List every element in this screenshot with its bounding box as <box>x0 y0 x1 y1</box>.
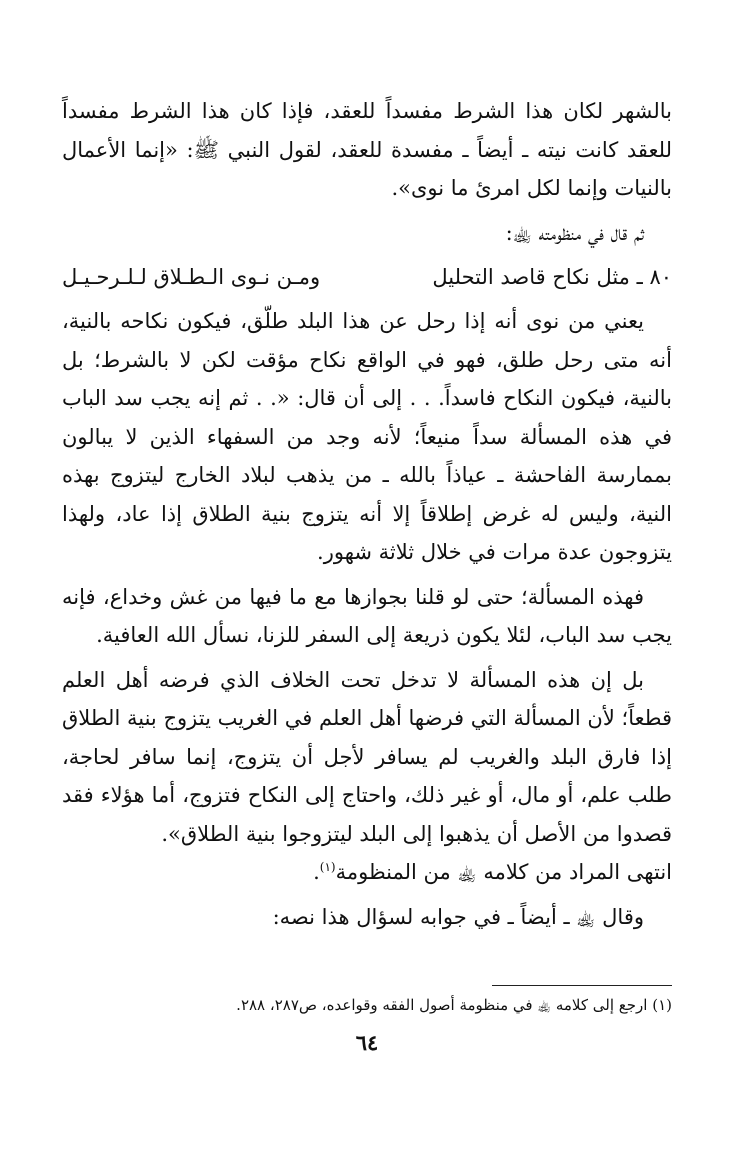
footnote-marker: (١) <box>319 860 336 874</box>
paragraph-end-quote <box>62 853 672 892</box>
verse-second-hemistich: ومـن نـوى الـطـلاق لـلـرحـيـل <box>62 265 321 289</box>
book-page <box>62 92 672 1152</box>
footnote-separator <box>492 985 672 986</box>
end-quote-period: . <box>313 860 320 884</box>
page-number: ٦٤ <box>355 1030 379 1055</box>
paragraph-next-answer: وقال ﵀ ـ أيضاً ـ في جوابه لسؤال هذا نصه: <box>272 904 644 929</box>
paragraph-continuation: بالشهر لكان هذا الشرط مفسداً للعقد، فإذا كان هذا الشرط مفسداً للعقد كانت نيته ـ أيضاً ـ مفسدة للعقد، لقول النبي ﷺ: «إنما الأعمال بالنيات وإنما لكل امرئ ما نوى». <box>62 99 672 200</box>
paragraph-closing-door: فهذه المسألة؛ حتى لو قلنا بجوازها مع ما فيها من غش وخداع، فإنه يجب سد الباب، لئلا يكون ذريعة إلى السفر للزنا، نسأل الله العافية. <box>62 584 672 647</box>
verse-first-hemistich: ٨٠ ـ مثل نكاح قاصد التحليل <box>432 265 672 289</box>
footnote: (١) ارجع إلى كلامه ﵀ في منظومة أصول الفقه وقواعده، ص٢٨٧، ٢٨٨. <box>236 996 672 1014</box>
paragraph-dispute: بل إن هذه المسألة لا تدخل تحت الخلاف الذي فرضه أهل العلم قطعاً؛ لأن المسألة التي فرضها أهل العلم في الغريب يتزوج بنية الطلاق إذا فارق البلد والغريب لم يسافر لأجل أن يتزوج، إنما سافر لحاجة، طلب علم، أو مال، أو غير ذلك، واحتاج إلى النكاح فتزوج، أما هؤلاء فقد قصدوا من الأصل أن يذهبوا إلى البلد ليتزوجوا بنية الطلاق». <box>62 667 672 846</box>
end-quote-text: انتهى المراد من كلامه ﵀ من المنظومة <box>335 860 672 884</box>
paragraph-poem-intro: ثم قال في منظومته ﵀: <box>505 220 644 245</box>
paragraph-explanation: يعني من نوى أنه إذا رحل عن هذا البلد طلّق، فيكون نكاحه بالنية، أنه متى رحل طلق، فهو في الواقع نكاح مؤقت لكن لا بالشرط؛ بل بالنية، فيكون النكاح فاسداً. . . إلى أن قال: «. . ثم إنه يجب سد الباب في هذه المسألة سداً منيعاً؛ لأنه وجد من السفهاء الذين لا يبالون بممارسة الفاحشة ـ عياذاً بالله ـ من يذهب لبلاد الخارج ليتزوج بهذه النية، وليس له غرض إطلاقاً إلا أنه يتزوج بنية الطلاق إذا عاد، ولهذا يتزوجون عدة مرات في خلال ثلاثة شهور. <box>62 309 672 564</box>
poem-verse <box>62 258 672 296</box>
